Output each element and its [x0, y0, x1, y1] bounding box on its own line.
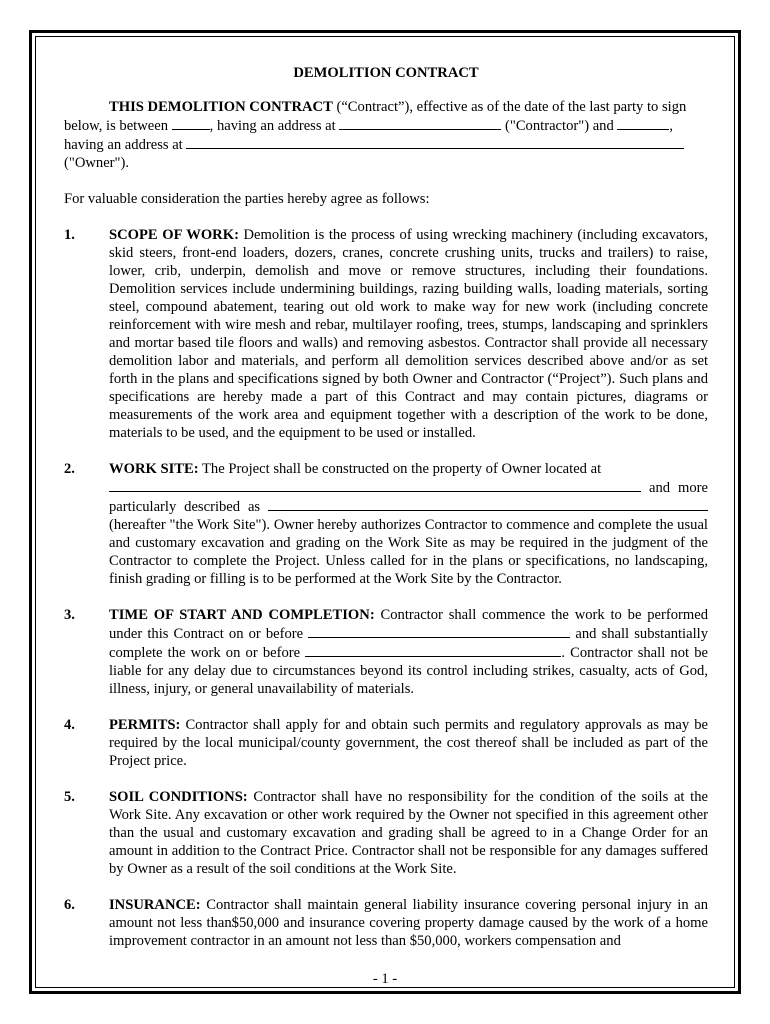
section-work-site: 2. WORK SITE: The Project shall be constructed on the property of Owner located at and more particularly described as (hereafter "the Work Site"). Owner hereby authorizes Contractor to commence and complete the usual and customary excavation and grading on the Work Site as may be required in the judgment of the Contractor to complete the Project. Unless called for in the plans or specifications, no landscaping, finish grading or filling is to be performed at the Work Site by the Contractor. [64, 461, 708, 587]
contractor-address-blank[interactable] [339, 116, 501, 130]
section-number: 6. [64, 897, 75, 913]
section-heading: INSURANCE: [109, 897, 201, 913]
section-heading: PERMITS: [109, 717, 181, 733]
owner-address-blank[interactable] [186, 135, 684, 149]
section-soil-conditions [64, 788, 708, 878]
completion-date-blank[interactable] [305, 643, 561, 657]
section-number: 2. [64, 461, 75, 477]
work-site-location-blank[interactable] [109, 478, 641, 492]
owner-name-blank[interactable] [617, 116, 669, 130]
page-number: - 1 - [372, 971, 398, 987]
document-body [64, 64, 708, 968]
section-permits [64, 716, 708, 770]
section-text: Demolition is the process of using wrecking machinery (including excavators, skid steers, front-end loaders, dozers, cranes, concrete crushing units, trucks and trailers) to raise, lower, crib, underpin, demolish and move or remove structures, including their foundations. Demolition services include undermining buildings, razing building walls, loading materials, sorting steel, compound abatement, tearing out old work to make way for new work (including concrete reinforcement with wire mesh and rebar, multilayer roofing, trees, stumps, landscaping and sprinklers and mortar based tile floors and walls) and removing asbestos. Contractor shall provide all necessary demolition labor and materials, and perform all demolition services described above and/or as set forth in the plans and specifications signed by both Owner and Contractor (“Project”). Such plans and specifications are hereby made a part of this Contract and may contain pictures, diagrams or measurements of the work area and equipment together with a description of the work to be done, materials to be used, and the equipment to be used or installed. [109, 227, 709, 441]
intro-lead: THIS DEMOLITION CONTRACT [109, 99, 333, 115]
section-heading: TIME OF START AND COMPLETION: [109, 607, 375, 623]
section-text: Contractor shall maintain general liability insurance covering personal injury in an amount not less than$50,000 and insurance covering property damage caused by the work of a home improvement contractor in an amount not less than $50,000, workers compensation and [109, 897, 708, 949]
work-site-description-blank[interactable] [268, 497, 708, 511]
section-number: 3. [64, 607, 75, 623]
document-title: DEMOLITION CONTRACT [293, 65, 479, 81]
contractor-name-blank[interactable] [172, 116, 210, 130]
section-heading: SCOPE OF WORK: [109, 227, 239, 243]
intro-paragraph: THIS DEMOLITION CONTRACT (“Contract”), effective as of the date of the last party to sign below, is between , having an address at ("Contractor") and , having an address at ("Owner"). [64, 99, 687, 171]
section-number: 1. [64, 227, 75, 243]
section-text: Contractor shall apply for and obtain such permits and regulatory approvals as may be required by the local municipal/county government, the cost thereof shall be included as part of the Project price. [109, 717, 708, 769]
consideration-text: For valuable consideration the parties hereby agree as follows: [64, 191, 430, 207]
start-date-blank[interactable] [308, 624, 570, 638]
section-scope-of-work [64, 226, 708, 442]
section-number: 4. [64, 717, 75, 733]
section-number: 5. [64, 789, 75, 805]
section-insurance [64, 896, 708, 950]
section-heading: WORK SITE: [109, 461, 199, 477]
section-time-of-start: 3. TIME OF START AND COMPLETION: Contractor shall commence the work to be performed under this Contract on or before and shall substantially complete the work on or before . Contractor shall not be liable for any delay due to circumstances beyond its control including strikes, casualty, acts of God, illness, injury, or general unavailability of materials. [64, 607, 709, 697]
section-heading: SOIL CONDITIONS: [109, 789, 248, 805]
section-text: Contractor shall have no responsibility for the condition of the soils at the Work Site. Any excavation or other work required by the Owner not specified in this agreement other than the usual and customary excavation and grading shall be agreed to in a Change Order for an amount in addition to the Contract Price. Contractor shall not be responsible for any damages suffered by Owner as a result of the soil conditions at the Work Site. [109, 789, 708, 877]
